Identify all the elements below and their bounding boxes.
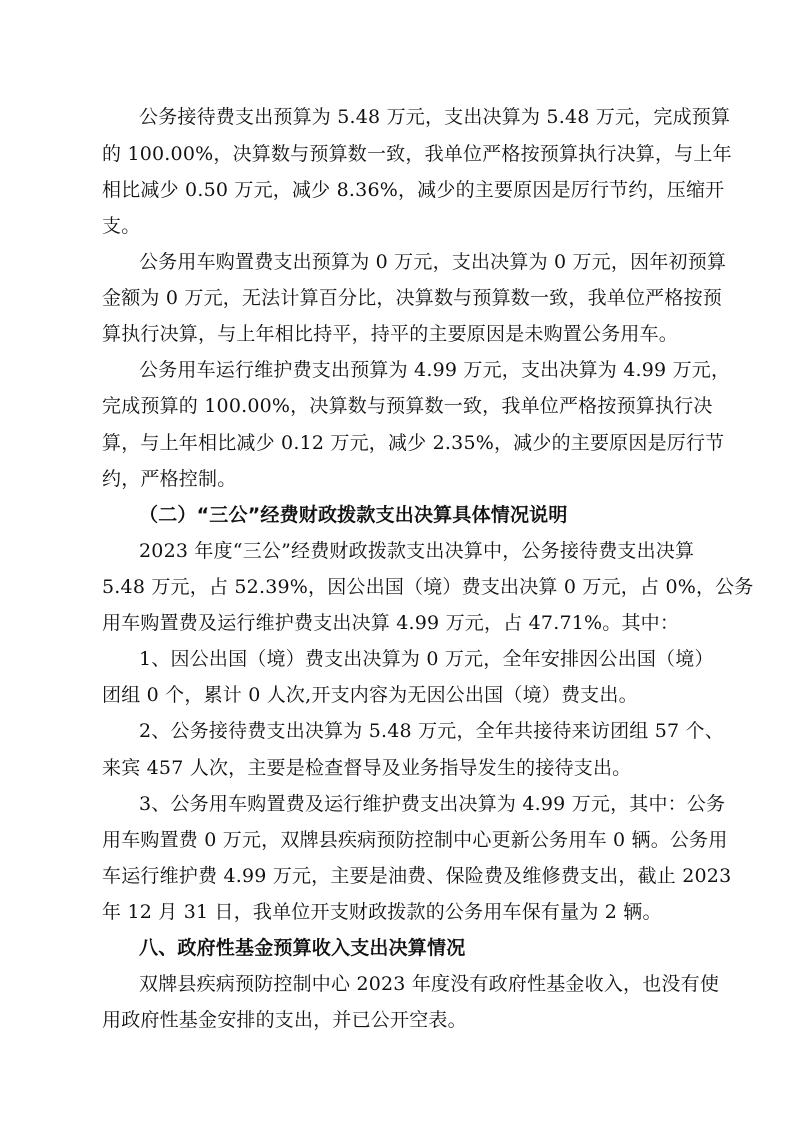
paragraph-line: 用车购置费及运行维护费支出决算 4.99 万元，占 47.71%。其中：	[102, 612, 680, 634]
paragraph-line: 完成预算的 100.00%，决算数与预算数一致，我单位严格按预算执行决	[102, 395, 713, 417]
section-heading: 八、政府性基金预算收入支出决算情况	[139, 937, 466, 959]
paragraph-line: 来宾 457 人次，主要是检查督导及业务指导发生的接待支出。	[102, 757, 632, 779]
paragraph-line: 约，严格控制。	[102, 468, 237, 490]
section-heading: （二）“三公”经费财政拨款支出决算具体情况说明	[139, 504, 568, 526]
paragraph-line: 车运行维护费 4.99 万元，主要是油费、保险费及维修费支出，截止 2023	[102, 865, 732, 887]
paragraph-line: 金额为 0 万元，无法计算百分比，决算数与预算数一致，我单位严格按预	[102, 287, 722, 309]
paragraph-line: 用政府性基金安排的支出，并已公开空表。	[102, 1009, 467, 1031]
paragraph-line: 公务用车购置费支出预算为 0 万元，支出决算为 0 万元，因年初预算	[139, 251, 727, 273]
paragraph-line: 2023 年度“三公”经费财政拨款支出决算中，公务接待费支出决算	[139, 540, 695, 562]
paragraph-line: 3、公务用车购置费及运行维护费支出决算为 4.99 万元，其中：公务	[139, 793, 726, 815]
paragraph-line: 支。	[102, 215, 141, 237]
paragraph-line: 公务用车运行维护费支出预算为 4.99 万元，支出决算为 4.99 万元，	[139, 359, 731, 381]
paragraph-line: 用车购置费 0 万元，双牌县疾病预防控制中心更新公务用车 0 辆。公务用	[102, 829, 728, 851]
paragraph-line: 团组 0 个，累计 0 人次,开支内容为无因公出国（境）费支出。	[102, 684, 638, 706]
paragraph-line: 公务接待费支出预算为 5.48 万元，支出决算为 5.48 万元，完成预算	[139, 106, 731, 128]
paragraph-line: 1、因公出国（境）费支出决算为 0 万元，全年安排因公出国（境）	[139, 648, 714, 670]
paragraph-line: 年 12 月 31 日，我单位开支财政拨款的公务用车保有量为 2 辆。	[102, 901, 662, 923]
paragraph-line: 2、公务接待费支出决算为 5.48 万元，全年共接待来访团组 57 个、	[139, 720, 724, 742]
paragraph-line: 相比减少 0.50 万元，减少 8.36%，减少的主要原因是厉行节约，压缩开	[102, 179, 725, 201]
paragraph-line: 算，与上年相比减少 0.12 万元，减少 2.35%，减少的主要原因是厉行节	[102, 432, 725, 454]
paragraph-line: 的 100.00%，决算数与预算数一致，我单位严格按预算执行决算，与上年	[102, 143, 732, 165]
paragraph-line: 算执行决算，与上年相比持平，持平的主要原因是未购置公务用车。	[102, 323, 679, 345]
paragraph-line: 双牌县疾病预防控制中心 2023 年度没有政府性基金收入，也没有使	[139, 973, 720, 995]
paragraph-line: 5.48 万元，占 52.39%，因公出国（境）费支出决算 0 万元，占 0%，公务	[102, 576, 754, 598]
